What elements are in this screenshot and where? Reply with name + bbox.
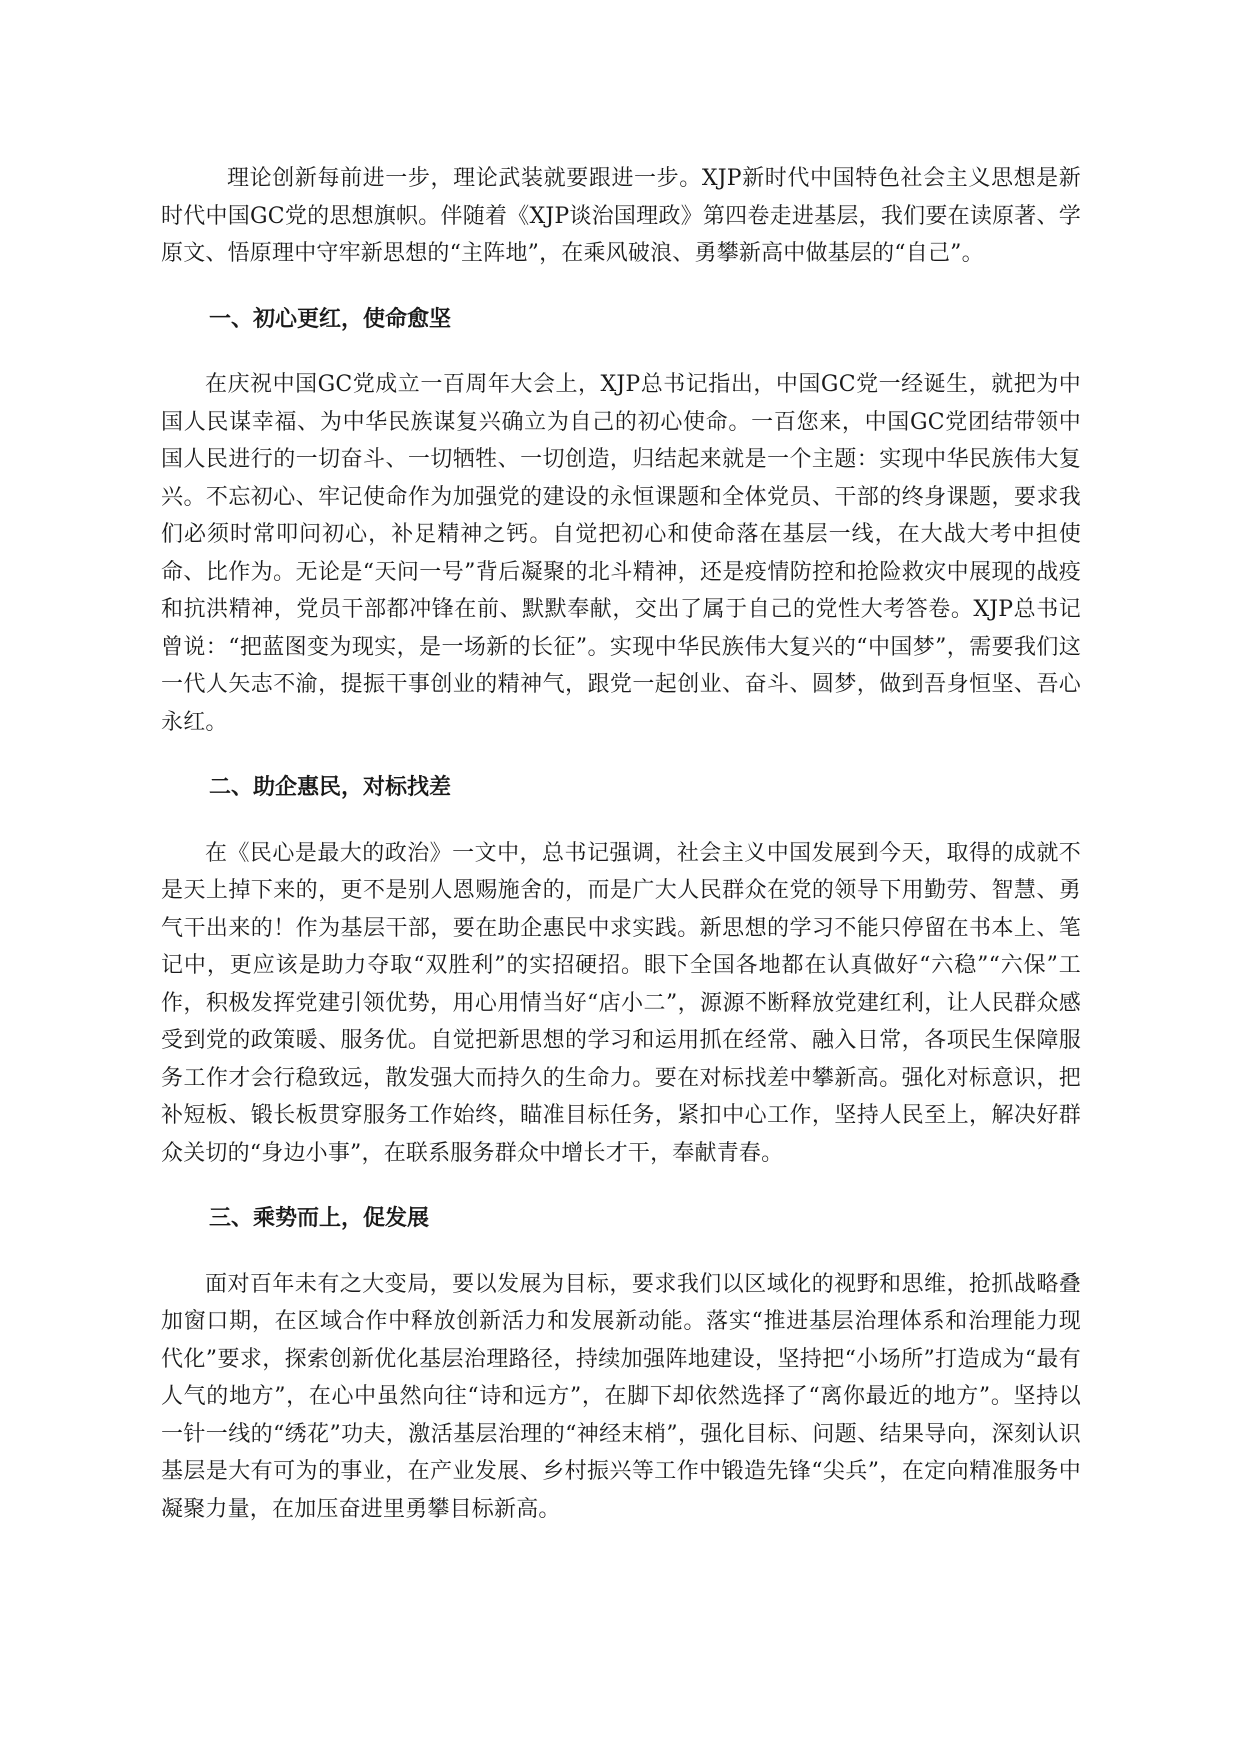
section-heading-1: 一、初心更红，使命愈坚 (209, 306, 452, 332)
section-body-3: 面对百年未有之大变局，要以发展为目标，要求我们以区域化的视野和思维，抢抓战略叠加窗口期，在区域合作中释放创新活力和发展新动能。落实“推进基层治理体系和治理能力现代化”要求，探索创新优化基层治理路径，持续加强阵地建设，坚持把“小场所”打造成为“最有人气的地方”，在心中虽然向往“诗和远方”，在脚下却依然选择了“离你最近的地方”。坚持以一针一线的“绣花”功夫，激活基层治理的“神经末梢”，强化目标、问题、结果导向，深刻认识基层是大有可为的事业，在产业发展、乡村振兴等工作中锻造先锋“尖兵”，在定向精准服务中凝聚力量，在加压奋进里勇攀目标新高。 (161, 1271, 1081, 1522)
section-body-1: 在庆祝中国GC党成立一百周年大会上，XJP总书记指出，中国GC党一经诞生，就把为中国人民谋幸福、为中华民族谋复兴确立为自己的初心使命。一百您来，中国GC党团结带领中国人民进行的一切奋斗、一切牺牲、一切创造，归结起来就是一个主题：实现中华民族伟大复兴。不忘初心、牢记使命作为加强党的建设的永恒课题和全体党员、干部的终身课题，要求我们必须时常叩问初心，补足精神之钙。自觉把初心和使命落在基层一线，在大战大考中担使命、比作为。无论是“天问一号”背后凝聚的北斗精神，还是疫情防控和抢险救灾中展现的战疫和抗洪精神，党员干部都冲锋在前、默默奉献，交出了属于自己的党性大考答卷。XJP总书记曾说：“把蓝图变为现实，是一场新的长征”。实现中华民族伟大复兴的“中国梦”，需要我们这一代人矢志不渝，提振干事创业的精神气，跟党一起创业、奋斗、圆梦，做到吾身恒坚、吾心永红。 (161, 372, 1081, 735)
section-body-2: 在《民心是最大的政治》一文中，总书记强调，社会主义中国发展到今天，取得的成就不是天上掉下来的，更不是别人恩赐施舍的，而是广大人民群众在党的领导下用勤劳、智慧、勇气干出来的！作为基层干部，要在助企惠民中求实践。新思想的学习不能只停留在书本上、笔记中，更应该是助力夺取“双胜利”的实招硬招。眼下全国各地都在认真做好“六稳”“六保”工作，积极发挥党建引领优势，用心用情当好“店小二”，源源不断释放党建红利，让人民群众感受到党的政策暖、服务优。自觉把新思想的学习和运用抓在经常、融入日常，各项民生保障服务工作才会行稳致远，散发强大而持久的生命力。要在对标找差中攀新高。强化对标意识，把补短板、锻长板贯穿服务工作始终，瞄准目标任务，紧扣中心工作，坚持人民至上，解决好群众关切的“身边小事”，在联系服务群众中增长才干，奉献青春。 (161, 840, 1081, 1166)
section-heading-3: 三、乘势而上，促发展 (209, 1206, 430, 1231)
document-page (161, 160, 1081, 1528)
intro-paragraph: 理论创新每前进一步，理论武装就要跟进一步。XJP新时代中国特色社会主义思想是新时代中国GC党的思想旗帜。伴随着《XJP谈治国理政》第四卷走进基层，我们要在读原著、学原文、悟原理中守牢新思想的“主阵地”，在乘风破浪、勇攀新高中做基层的“自己”。 (161, 166, 1081, 266)
section-heading-2: 二、助企惠民，对标找差 (209, 775, 452, 800)
